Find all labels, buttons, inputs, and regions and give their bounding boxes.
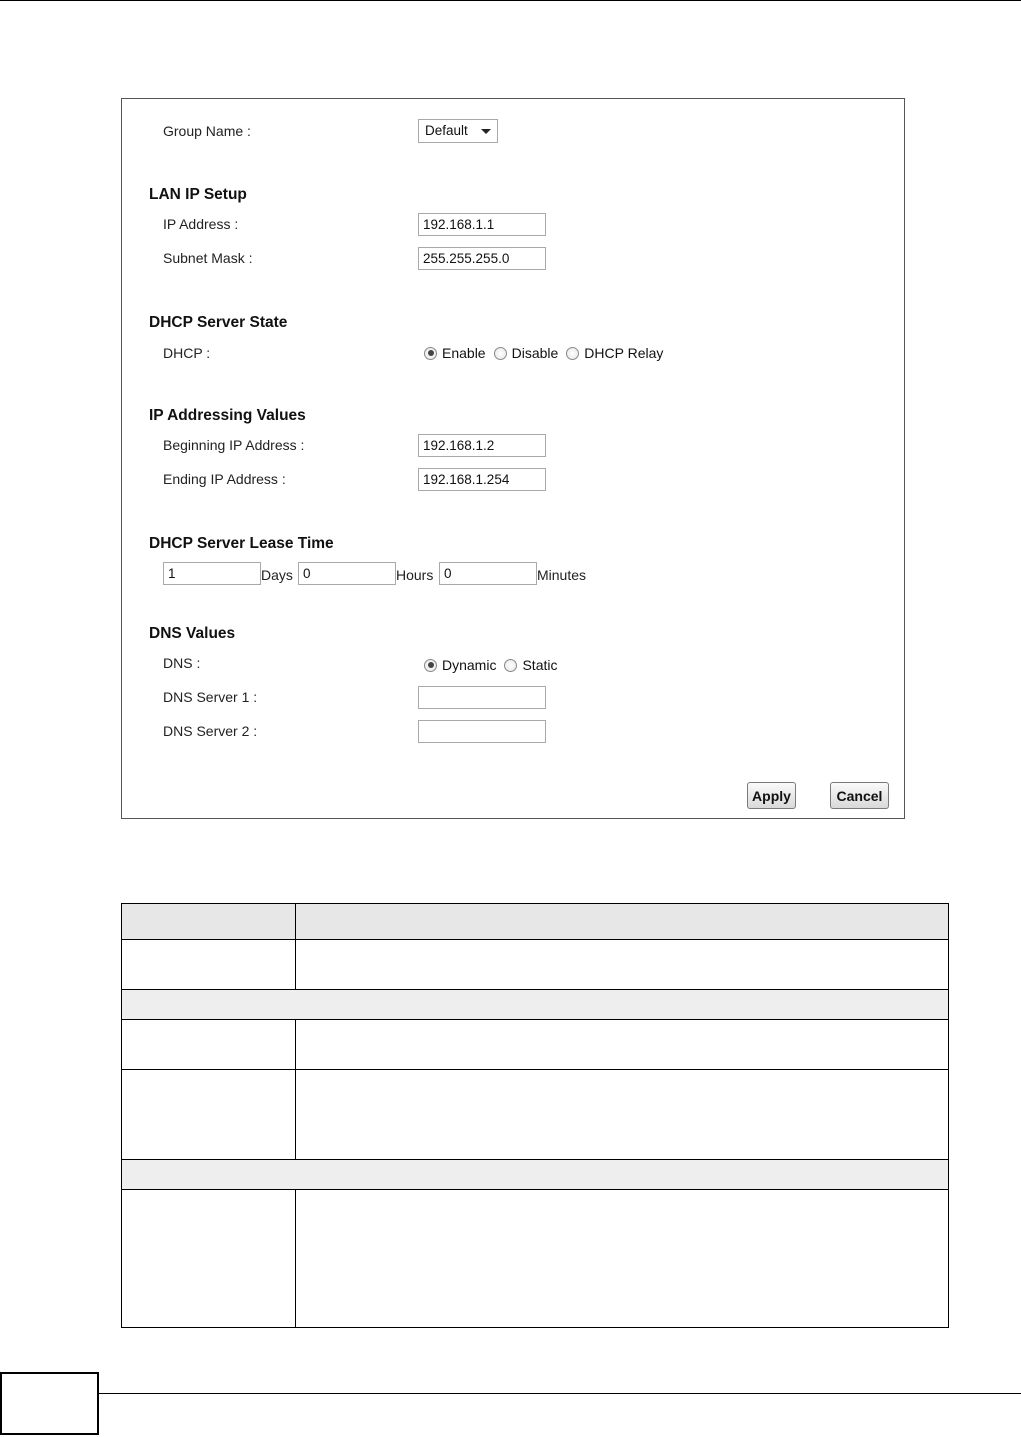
table-cell bbox=[296, 1190, 949, 1328]
ending-ip-input[interactable] bbox=[418, 468, 546, 491]
ip-address-input[interactable] bbox=[418, 213, 546, 236]
table-header-cell bbox=[296, 904, 949, 940]
radio-selected-icon[interactable] bbox=[424, 659, 437, 672]
ip-address-label: IP Address : bbox=[163, 216, 239, 232]
group-name-label: Group Name : bbox=[163, 123, 251, 139]
table-row bbox=[122, 1190, 949, 1328]
ending-ip-label: Ending IP Address : bbox=[163, 471, 286, 487]
lan-setup-panel bbox=[121, 98, 905, 819]
cancel-button[interactable]: Cancel bbox=[830, 782, 889, 809]
dns-radio-group bbox=[424, 657, 565, 673]
beginning-ip-label: Beginning IP Address : bbox=[163, 437, 305, 453]
page-number-box bbox=[0, 1372, 99, 1435]
dns-server-2-input[interactable] bbox=[418, 720, 546, 743]
radio-unselected-icon[interactable] bbox=[566, 347, 579, 360]
table-header-cell bbox=[122, 904, 296, 940]
lease-days-input[interactable] bbox=[163, 562, 261, 585]
table-row bbox=[122, 940, 949, 990]
dns-server-1-input[interactable] bbox=[418, 686, 546, 709]
table-cell bbox=[296, 940, 949, 990]
radio-unselected-icon[interactable] bbox=[494, 347, 507, 360]
dhcp-option-label: Disable bbox=[511, 345, 559, 361]
table-cell bbox=[296, 1020, 949, 1070]
dhcp-radio-group bbox=[424, 345, 671, 361]
dns-label: DNS : bbox=[163, 655, 201, 671]
lease-minutes-input[interactable] bbox=[439, 562, 537, 585]
table-cell bbox=[296, 1070, 949, 1160]
table-header-row bbox=[122, 904, 949, 940]
dhcp-option-label: Enable bbox=[442, 345, 486, 361]
group-name-value: Default bbox=[425, 123, 468, 138]
table-row bbox=[122, 1020, 949, 1070]
table-cell bbox=[122, 940, 296, 990]
table-cell bbox=[122, 1020, 296, 1070]
dhcp-option-label: DHCP Relay bbox=[584, 345, 664, 361]
dhcp-option-disable[interactable] bbox=[494, 345, 559, 361]
table-section-cell bbox=[122, 1160, 949, 1190]
table-cell bbox=[122, 1070, 296, 1160]
beginning-ip-input[interactable] bbox=[418, 434, 546, 457]
lease-days-unit: Days bbox=[261, 567, 293, 583]
lease-hours-unit: Hours bbox=[396, 567, 434, 583]
table-cell bbox=[122, 1190, 296, 1328]
dns-option-dynamic[interactable] bbox=[424, 657, 496, 673]
radio-unselected-icon[interactable] bbox=[504, 659, 517, 672]
radio-selected-icon[interactable] bbox=[424, 347, 437, 360]
dhcp-label: DHCP : bbox=[163, 345, 211, 361]
dns-server-1-label: DNS Server 1 : bbox=[163, 689, 258, 705]
chevron-down-icon bbox=[481, 129, 491, 134]
dns-server-2-label: DNS Server 2 : bbox=[163, 723, 258, 739]
table-section-row bbox=[122, 1160, 949, 1190]
dns-values-heading: DNS Values bbox=[149, 625, 236, 642]
dhcp-option-enable[interactable] bbox=[424, 345, 486, 361]
lease-time-heading: DHCP Server Lease Time bbox=[149, 535, 334, 552]
table-row bbox=[122, 1070, 949, 1160]
lan-ip-setup-heading: LAN IP Setup bbox=[149, 186, 247, 203]
subnet-mask-label: Subnet Mask : bbox=[163, 250, 253, 266]
lease-hours-input[interactable] bbox=[298, 562, 396, 585]
header-rule bbox=[0, 0, 1021, 1]
subnet-mask-input[interactable] bbox=[418, 247, 546, 270]
field-description-table bbox=[121, 903, 949, 1328]
table-section-row bbox=[122, 990, 949, 1020]
table-section-cell bbox=[122, 990, 949, 1020]
ip-addressing-values-heading: IP Addressing Values bbox=[149, 407, 306, 424]
apply-button[interactable]: Apply bbox=[747, 782, 796, 809]
dhcp-option-relay[interactable] bbox=[566, 345, 663, 361]
dns-option-label: Dynamic bbox=[442, 657, 497, 673]
group-name-select[interactable] bbox=[418, 119, 498, 143]
footer-rule bbox=[0, 1393, 1021, 1394]
dns-option-static[interactable] bbox=[504, 657, 557, 673]
dns-option-label: Static bbox=[522, 657, 558, 673]
lease-minutes-unit: Minutes bbox=[537, 567, 587, 583]
dhcp-server-state-heading: DHCP Server State bbox=[149, 314, 288, 331]
